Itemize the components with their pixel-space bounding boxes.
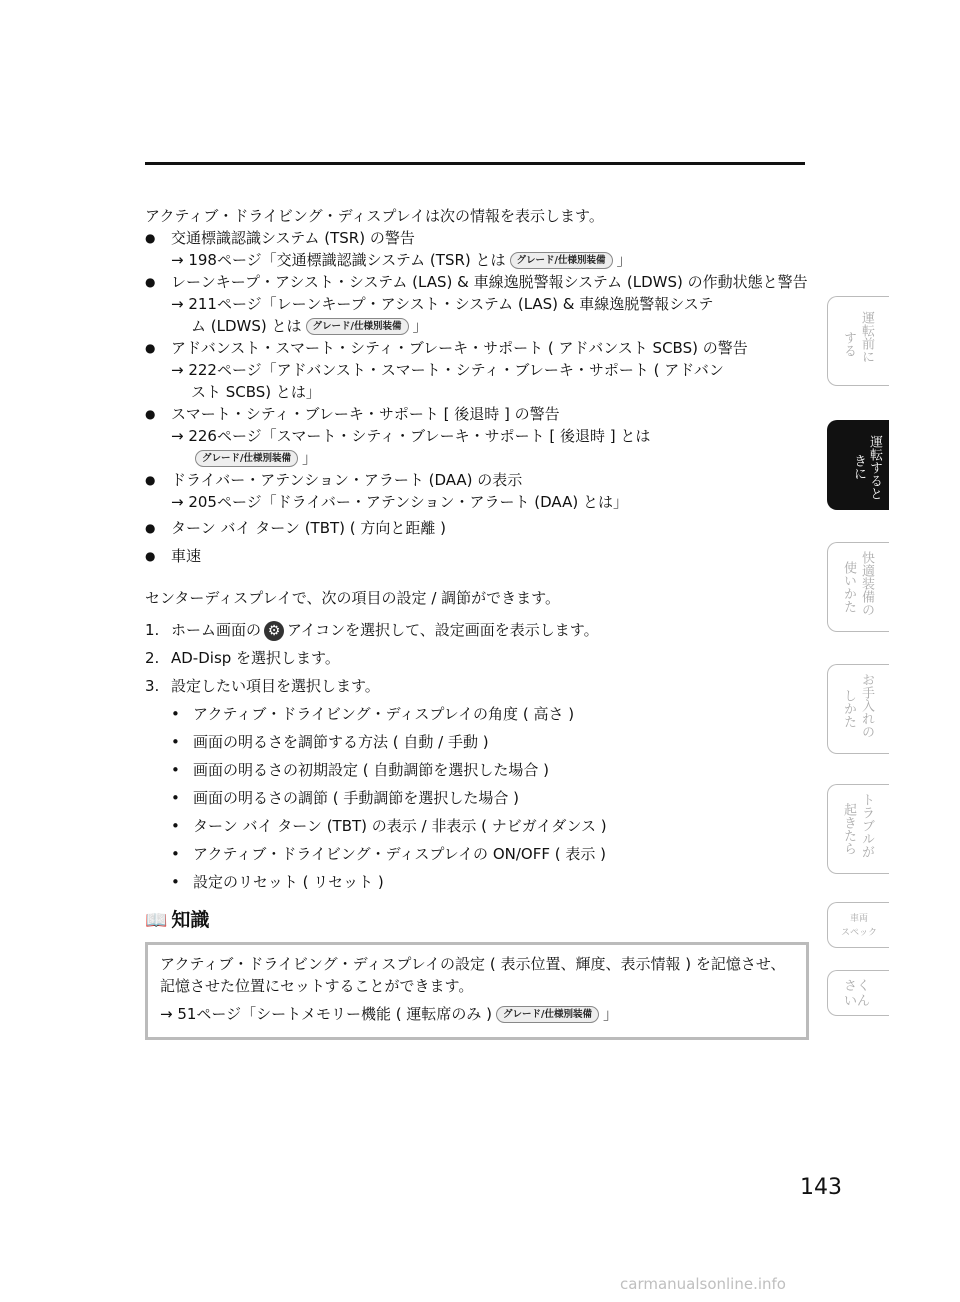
tab-maintenance[interactable]: お手入れの しかた <box>827 664 889 754</box>
grade-badge: グレード/仕様別装備 <box>195 450 298 467</box>
sub-item: • 画面の明るさを調節する方法 ( 自動 / 手動 ) <box>145 731 810 753</box>
grade-badge: グレード/仕様別装備 <box>510 252 613 269</box>
header-rule <box>145 162 805 165</box>
knowledge-heading: 📖 知識 <box>145 907 810 934</box>
knowledge-box <box>145 942 809 1040</box>
sub-item: • アクティブ・ドライビング・ディスプレイの角度 ( 高さ ) <box>145 703 810 725</box>
tab-comfort[interactable]: 快適装備の 使いかた <box>827 542 889 632</box>
bullet-scbs: ● アドバンスト・スマート・シティ・ブレーキ・サポート ( アドバンスト SCBS) の警告 <box>145 337 810 359</box>
grade-badge: グレード/仕様別装備 <box>496 1006 599 1023</box>
ref-las: → 211ページ「レーンキープ・アシスト・システム (LAS) & 車線逸脱警報システ ム (LDWS) とは グレード/仕様別装備 」 <box>171 295 714 335</box>
ref-daa: → 205ページ「ドライバー・アテンション・アラート (DAA) とは」 <box>171 493 628 511</box>
sub-item: • アクティブ・ドライビング・ディスプレイの ON/OFF ( 表示 ) <box>145 843 810 865</box>
bullet-tsr: ● 交通標識認識システム (TSR) の警告 <box>145 227 810 249</box>
tab-before-driving[interactable]: 運転前に する <box>827 296 889 386</box>
ref-tsr: → 198ページ「交通標識認識システム (TSR) とは グレード/仕様別装備 」 <box>171 251 632 269</box>
tab-specs[interactable]: 車両 スペック <box>827 902 889 948</box>
page-content <box>145 205 810 1040</box>
watermark: carmanualsonline.info <box>620 1275 786 1293</box>
bullet-speed: ● 車速 <box>145 545 810 567</box>
bullet-rear: ● スマート・シティ・ブレーキ・サポート [ 後退時 ] の警告 <box>145 403 810 425</box>
ref-rear: → 226ページ「スマート・シティ・ブレーキ・サポート [ 後退時 ] とは グレード/仕様別装備 」 <box>171 427 651 467</box>
knowledge-ref: → 51ページ「シートメモリー機能 ( 運転席のみ ) グレード/仕様別装備 」 <box>160 1004 618 1023</box>
step-2: 2. AD-Disp を選択します。 <box>145 649 340 667</box>
grade-badge: グレード/仕様別装備 <box>306 318 409 335</box>
settings-intro: センターディスプレイで、次の項目の設定 / 調節ができます。 <box>145 589 560 607</box>
step-3: 3. 設定したい項目を選択します。 <box>145 677 380 695</box>
tab-troubleshooting[interactable]: トラブルが 起きたら <box>827 784 889 874</box>
intro-text: アクティブ・ドライビング・ディスプレイは次の情報を表示します。 <box>145 207 604 225</box>
sub-item: • 画面の明るさの調節 ( 手動調節を選択した場合 ) <box>145 787 810 809</box>
sub-item: • ターン バイ ターン (TBT) の表示 / 非表示 ( ナビガイダンス ) <box>145 815 810 837</box>
bullet-las: ● レーンキープ・アシスト・システム (LAS) & 車線逸脱警報システム (LDWS) の作動状態と警告 <box>145 271 810 293</box>
knowledge-text: アクティブ・ドライビング・ディスプレイの設定 ( 表示位置、輝度、表示情報 ) を記憶させ、記憶させた位置にセットすることができます。 <box>160 954 786 995</box>
bullet-daa: ● ドライバー・アテンション・アラート (DAA) の表示 <box>145 469 810 491</box>
tab-index[interactable]: さく いん <box>827 970 889 1016</box>
ref-scbs: → 222ページ「アドバンスト・スマート・シティ・ブレーキ・サポート ( アドバン スト SCBS) とは」 <box>171 361 724 401</box>
book-icon: 📖 <box>145 909 168 931</box>
step-1: 1. ホーム画面の ⚙ アイコンを選択して、設定画面を表示します。 <box>145 621 599 639</box>
gear-icon: ⚙ <box>264 621 284 641</box>
bullet-tbt: ● ターン バイ ターン (TBT) ( 方向と距離 ) <box>145 517 810 539</box>
sub-item: • 設定のリセット ( リセット ) <box>145 871 810 893</box>
page-number: 143 <box>800 1175 842 1200</box>
sub-item: • 画面の明るさの初期設定 ( 自動調節を選択した場合 ) <box>145 759 810 781</box>
tab-while-driving[interactable]: 運転するときに <box>827 420 889 510</box>
